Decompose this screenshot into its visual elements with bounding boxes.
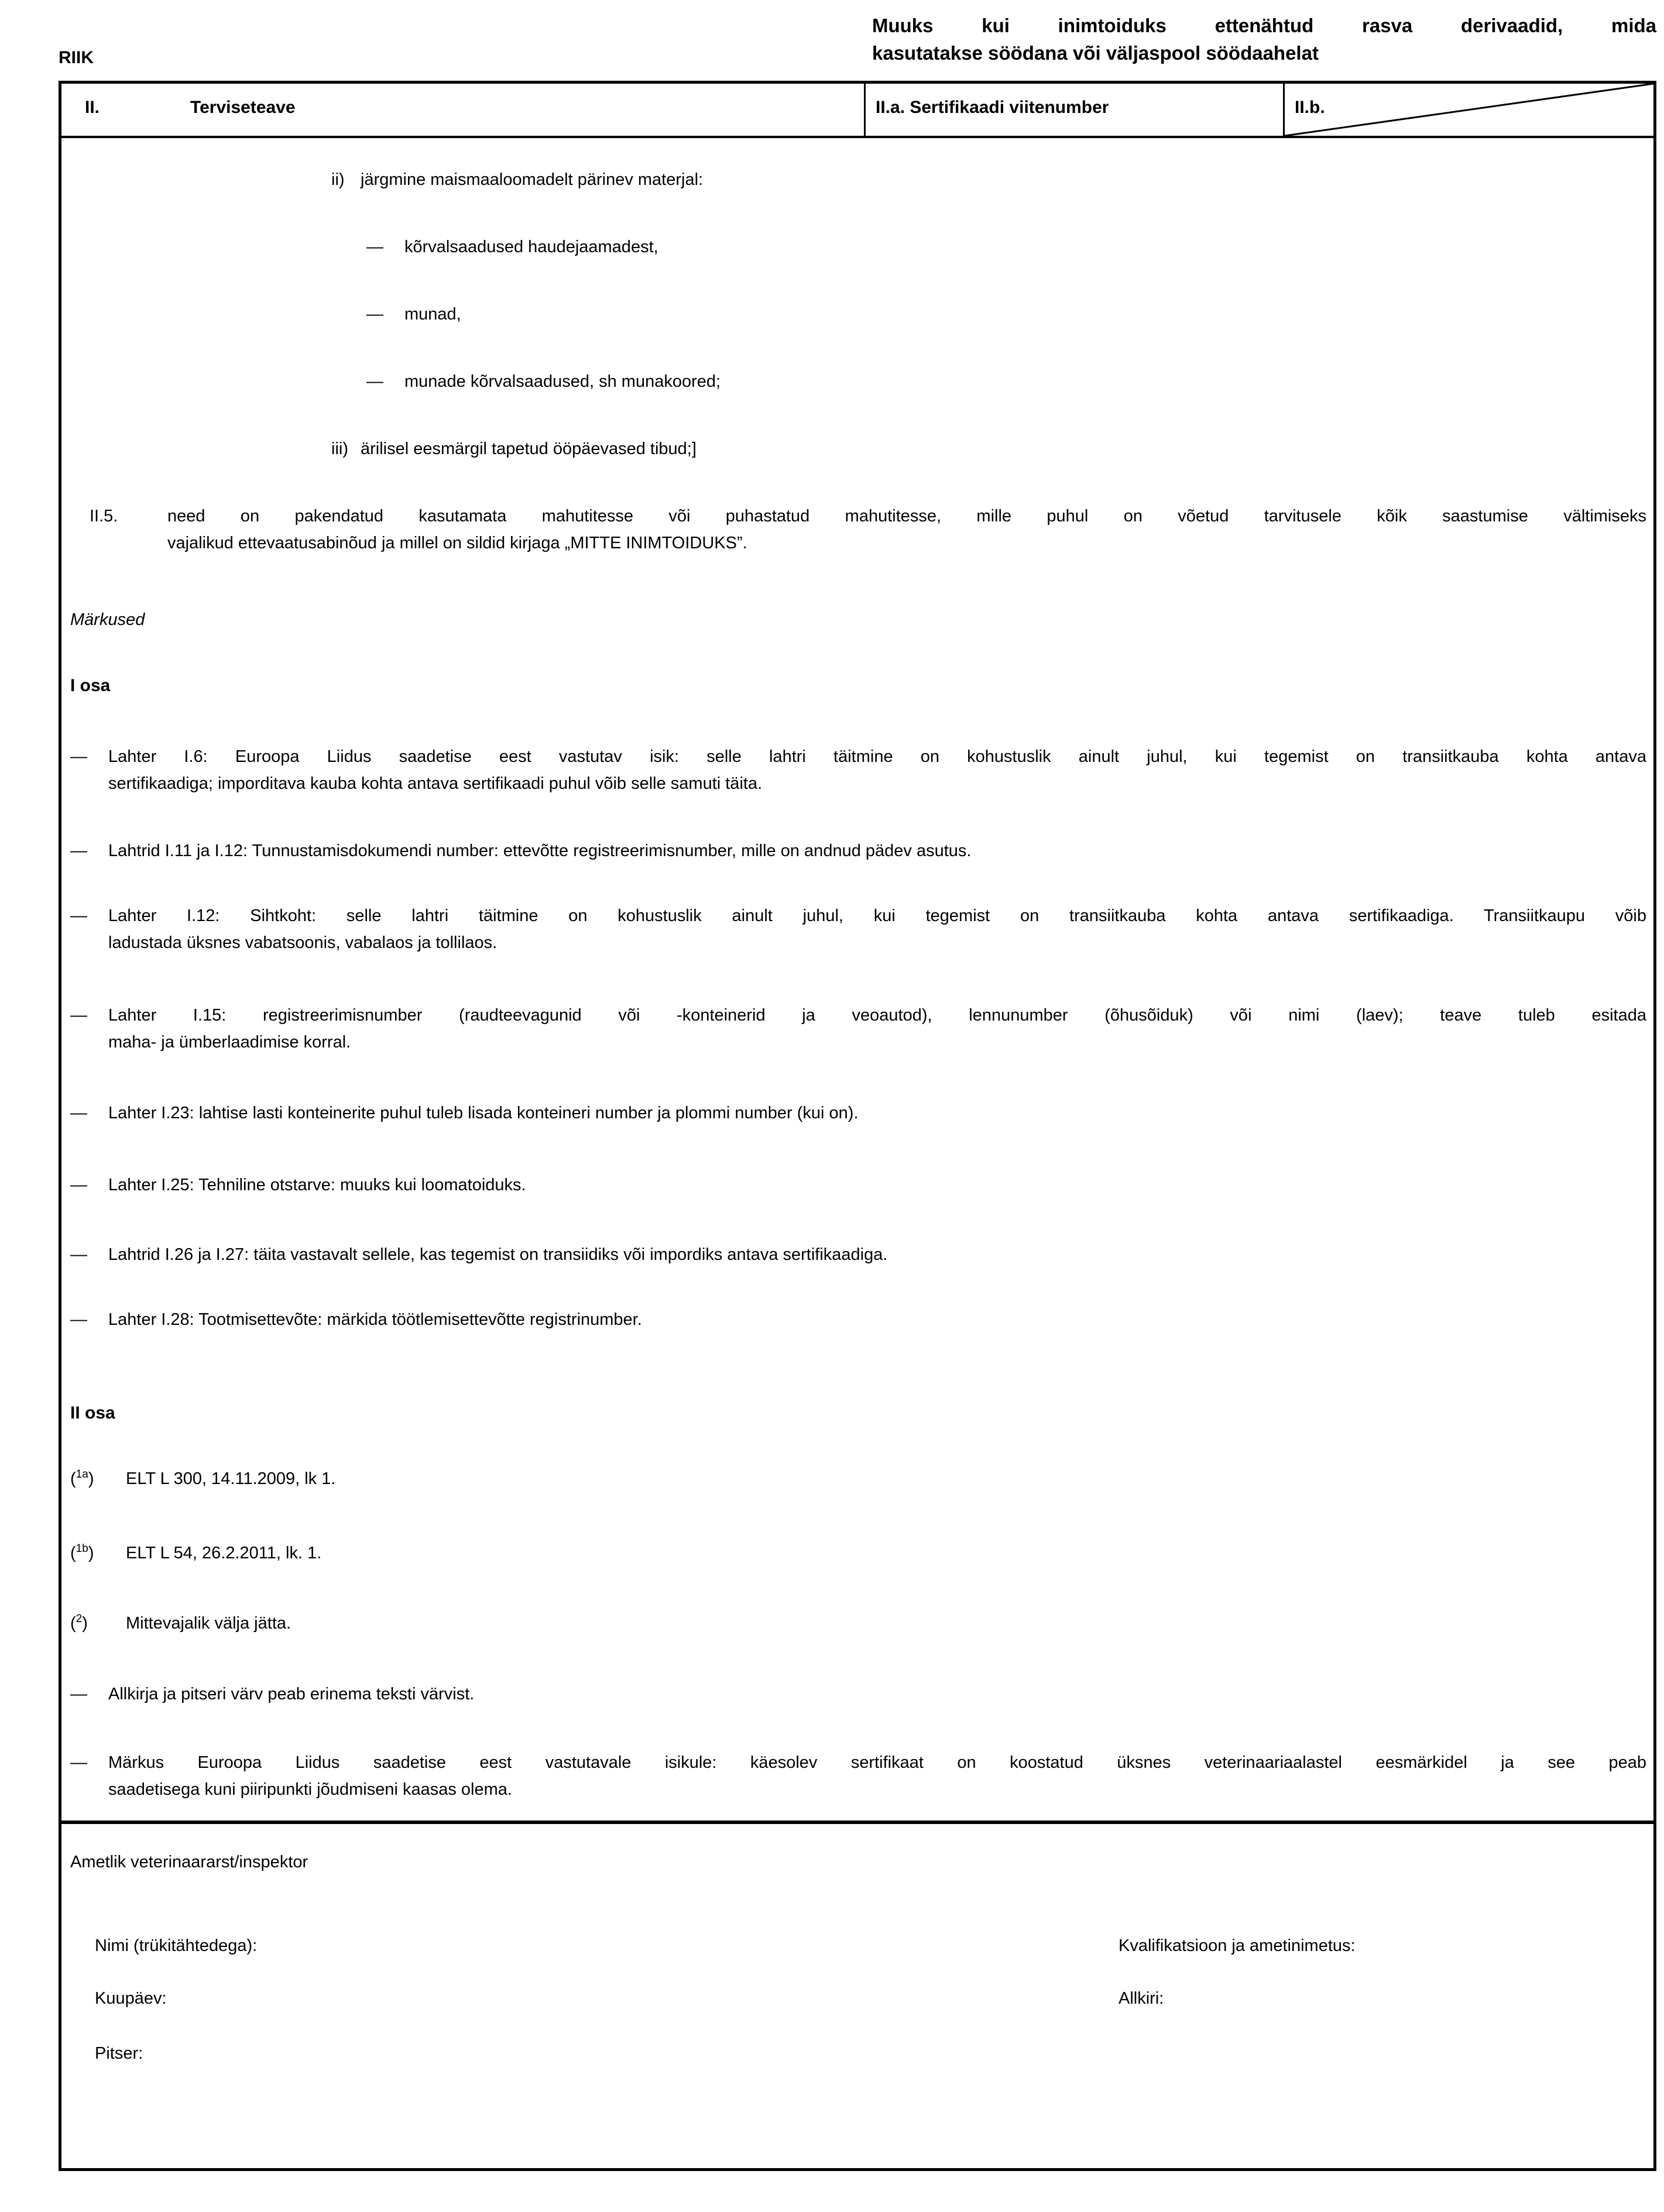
footnote-1b-sup: 1b xyxy=(76,1543,88,1555)
clause-ii-sub3-text: munade kõrvalsaadused, sh munakoored; xyxy=(404,372,721,391)
dash-bullet: — xyxy=(70,906,87,925)
part-title: Terviseteave xyxy=(190,98,296,117)
clause-ii-label: ii) xyxy=(331,170,345,189)
part1-heading: I osa xyxy=(70,676,111,695)
date-field-label: Kuupäev: xyxy=(95,1989,167,2008)
footnote-1a-text: ELT L 300, 14.11.2009, lk 1. xyxy=(126,1469,336,1488)
clause-ii5-line1 xyxy=(70,503,1646,530)
footnote-1b xyxy=(70,1540,1646,1567)
note-eu-line1 xyxy=(70,1749,1646,1776)
certificate-table xyxy=(59,81,1656,2171)
footnote-2 xyxy=(70,1610,1646,1637)
note-i12-line1 xyxy=(70,902,1646,929)
note-i6-line2: sertifikaadiga; imporditava kauba kohta antava sertifikaadi puhul võib selle samuti täita. xyxy=(108,774,763,793)
note-box-i15 xyxy=(70,1002,1646,1056)
note-box-i25 xyxy=(70,1172,1646,1198)
note-i15-line1 xyxy=(70,1002,1646,1029)
footnote-1b-marker xyxy=(70,1540,126,1567)
stamp-field-label: Pitser: xyxy=(95,2044,143,2063)
note-eu-responsible-person xyxy=(70,1749,1646,1803)
note-i15-line2: maha- ja ümberlaadimise korral. xyxy=(108,1033,351,1052)
dash-bullet: — xyxy=(70,1104,87,1122)
footnote-2-sup: 2 xyxy=(76,1613,83,1625)
clause-ii xyxy=(70,166,1646,193)
note-i6-text1: Lahter I.6: Euroopa Liidus saadetise eest vastutav isik: selle lahtri täitmine on kohustuslik ainult juhul, kui tegemist on transiitkauba kohta antava xyxy=(108,747,1646,766)
clause-ii-sub3 xyxy=(70,368,1646,395)
footnote-2-marker xyxy=(70,1610,126,1637)
note-eu-line2: saadetisega kuni piiripunkti jõudmiseni kaasas olema. xyxy=(108,1780,512,1799)
paren-close: ) xyxy=(82,1614,88,1633)
footnote-1a-sup: 1a xyxy=(76,1468,88,1481)
footnote-1a xyxy=(70,1465,1646,1492)
part2-heading: II osa xyxy=(70,1403,115,1423)
diagonal-strike-line xyxy=(1285,84,1653,136)
note-box-i26 xyxy=(70,1241,1646,1268)
signature-section xyxy=(61,1824,1653,2165)
note-eu-text1: Märkus Euroopa Liidus saadetise eest vastutavale isikule: käesolev sertifikaat on koostatud üksnes veterinaariaalastel eesmärkidel ja see peab xyxy=(108,1753,1646,1772)
clause-ii5-text1: need on pakendatud kasutamata mahutitesse või puhastatud mahutitesse, mille puhul on võetud tarvitusele kõik saastumise vältimiseks xyxy=(167,507,1646,525)
dash-bullet: — xyxy=(366,238,383,256)
dash-bullet: — xyxy=(70,841,87,860)
signature-heading: Ametlik veterinaararst/inspektor xyxy=(70,1853,308,1871)
dash-bullet: — xyxy=(70,1006,87,1025)
note-i26-text: Lahtrid I.26 ja I.27: täita vastavalt sellele, kas tegemist on transiidiks või impordiks antava sertifikaadiga. xyxy=(108,1245,888,1264)
cell-certificate-reference xyxy=(866,84,1285,136)
cell-part-ii xyxy=(61,84,866,136)
note-box-i11 xyxy=(70,837,1646,864)
clause-ii-text: järgmine maismaaloomadelt pärinev materjal: xyxy=(361,170,704,189)
note-i28-text: Lahter I.28: Tootmisettevõte: märkida töötlemisettevõtte registrinumber. xyxy=(108,1310,642,1329)
document-title-line1: Muuks kui inimtoiduks ettenähtud rasva derivaadid, mida xyxy=(872,15,1656,36)
note-i23-text: Lahter I.23: lahtise lasti konteinerite puhul tuleb lisada konteineri number ja plommi number (kui on). xyxy=(108,1104,859,1122)
paren-open: ( xyxy=(70,1544,76,1562)
notes-heading: Märkused xyxy=(70,610,145,629)
clause-ii-sub2-text: munad, xyxy=(404,305,461,324)
note-box-i12 xyxy=(70,902,1646,956)
dash-bullet: — xyxy=(70,1753,87,1772)
dash-bullet: — xyxy=(366,372,383,391)
footnote-2-text: Mittevajalik välja jätta. xyxy=(126,1614,291,1633)
part-number: II. xyxy=(85,98,100,117)
dash-bullet: — xyxy=(70,1310,87,1329)
note-i25-text: Lahter I.25: Tehniline otstarve: muuks kui loomatoiduks. xyxy=(108,1176,526,1194)
name-field-label: Nimi (trükitähtedega): xyxy=(95,1936,258,1955)
footnote-1b-text: ELT L 54, 26.2.2011, lk. 1. xyxy=(126,1544,322,1562)
country-label: RIIK xyxy=(59,48,94,67)
note-i15-text1: Lahter I.15: registreerimisnumber (raudteevagunid või -konteinerid ja veoautod), lennunumber (õhusõiduk) või nimi (laev); teave tuleb esitada xyxy=(108,1006,1646,1025)
clause-ii5-line2: vajalikud ettevaatusabinõud ja millel on sildid kirjaga „MITTE INIMTOIDUKS”. xyxy=(167,534,747,552)
clause-ii-sub2 xyxy=(70,301,1646,328)
clause-ii5-label: II.5. xyxy=(90,507,118,525)
note-signature-color xyxy=(70,1681,1646,1708)
dash-bullet: — xyxy=(70,747,87,766)
clause-ii5 xyxy=(70,503,1646,557)
note-box-i23 xyxy=(70,1100,1646,1126)
paren-open: ( xyxy=(70,1614,76,1633)
dash-bullet: — xyxy=(366,305,383,324)
note-i6-line1 xyxy=(70,743,1646,770)
note-i11-text: Lahtrid I.11 ja I.12: Tunnustamisdokumendi number: ettevõtte registreerimisnumber, mille on andnud pädev asutus. xyxy=(108,841,972,860)
health-information-section xyxy=(61,138,1653,1824)
dash-bullet: — xyxy=(70,1245,87,1264)
table-header-row xyxy=(61,84,1653,138)
note-box-i6 xyxy=(70,743,1646,797)
clause-iii-label: iii) xyxy=(331,439,348,458)
paren-close: ) xyxy=(88,1544,94,1562)
cell-iib xyxy=(1285,84,1653,136)
signature-field-label: Allkiri: xyxy=(1119,1989,1164,2008)
footnote-1a-marker xyxy=(70,1465,126,1492)
qualification-field-label: Kvalifikatsioon ja ametinimetus: xyxy=(1119,1936,1356,1955)
dash-bullet: — xyxy=(70,1176,87,1194)
paren-open: ( xyxy=(70,1469,76,1488)
dash-bullet: — xyxy=(70,1685,87,1703)
iib-label: II.b. xyxy=(1295,98,1325,117)
clause-iii xyxy=(70,435,1646,462)
clause-ii-sub1-text: kõrvalsaadused haudejaamadest, xyxy=(404,238,658,256)
document-title-line2: kasutatakse söödana või väljaspool söödaahelat xyxy=(872,42,1319,64)
note-signature-color-text: Allkirja ja pitseri värv peab erinema teksti värvist. xyxy=(108,1685,475,1703)
certificate-reference-label: II.a. Sertifikaadi viitenumber xyxy=(876,98,1109,117)
clause-iii-text: ärilisel eesmärgil tapetud ööpäevased tibud;] xyxy=(361,439,697,458)
note-i12-line2: ladustada üksnes vabatsoonis, vabalaos ja tollilaos. xyxy=(108,933,498,952)
note-box-i28 xyxy=(70,1306,1646,1333)
document-title xyxy=(872,12,1656,67)
note-i12-text1: Lahter I.12: Sihtkoht: selle lahtri täitmine on kohustuslik ainult juhul, kui tegemist on transiitkauba kohta antava sertifikaadiga. Transiitkaupu võib xyxy=(108,906,1646,925)
paren-close: ) xyxy=(88,1469,94,1488)
clause-ii-sub1 xyxy=(70,233,1646,260)
